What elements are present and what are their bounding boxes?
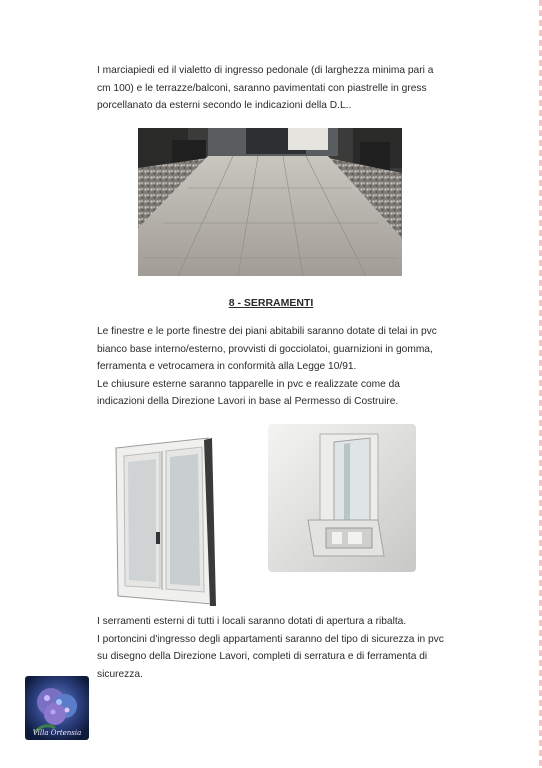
text-line: Le finestre e le porte finestre dei piani abitabili saranno dotate di telai in pvc [97,326,437,337]
text-line: I serramenti esterni di tutti i locali saranno dotati di apertura a ribalta. [97,616,407,627]
closing-paragraph [97,613,477,683]
text-line: Le chiusure esterne saranno tapparelle in pvc e realizzate come da [97,378,400,390]
paving-paragraph [97,62,477,115]
frame-profile-photo [268,424,416,572]
text-line: su disegno della Direzione Lavori, completi di serratura e di ferramenta di [97,651,428,663]
text-line: porcellanato da esterni secondo le indicazioni della D.L.. [97,100,352,112]
text-line: bianco base interno/esterno, provvisti di gocciolatoi, guarnizioni in gomma, [97,343,433,355]
text-line: I portoncini d'ingresso degli appartamenti saranno del tipo di sicurezza in pvc [97,633,444,645]
section-heading: 8 - SERRAMENTI [228,297,314,309]
pvc-window-photo [112,436,220,612]
text-line: sicurezza. [97,668,143,680]
walkway-photo [138,128,402,276]
logo-text: Villa Ortensia [32,729,82,737]
windows-paragraph [97,323,477,411]
text-line: indicazioni della Direzione Lavori in base al Permesso di Costruire. [97,396,399,408]
text-line: I marciapiedi ed il vialetto di ingresso pedonale (di larghezza minima pari a [97,65,434,76]
text-line: ferramenta e vetrocamera in conformità alla Legge 10/91. [97,361,357,373]
villa-ortensia-logo [25,676,89,740]
text-line: cm 100) e le terrazze/balconi, saranno pavimentati con piastrelle in gress [97,82,427,94]
